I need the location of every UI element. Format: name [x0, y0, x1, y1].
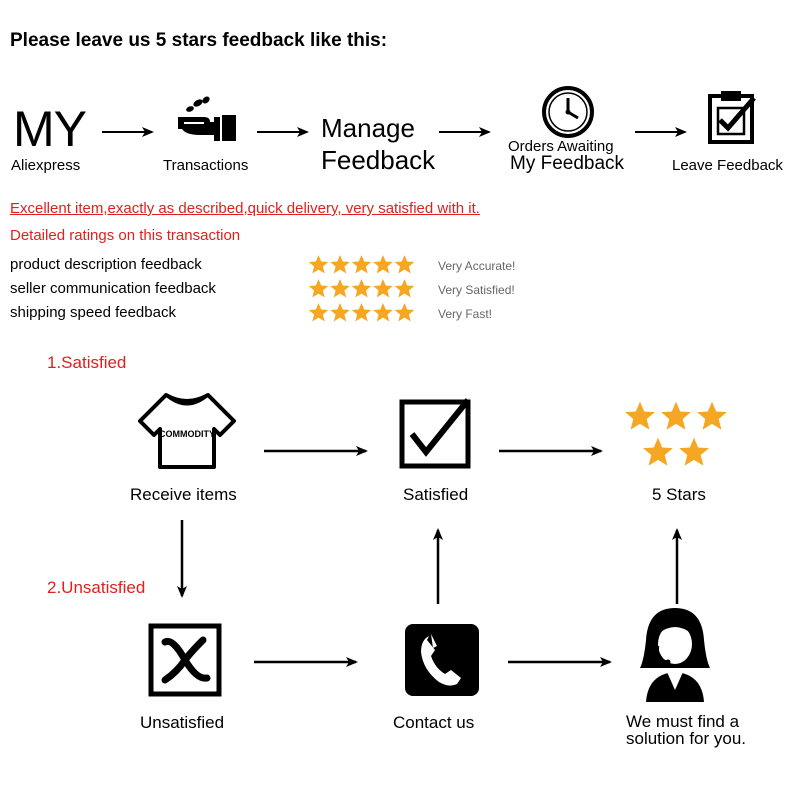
my-logo: MY — [13, 101, 86, 157]
orders-awaiting-label: Orders Awaiting — [508, 138, 614, 155]
satisfied-label: Satisfied — [403, 485, 469, 504]
rating-stars — [308, 254, 418, 276]
star-icon — [309, 255, 329, 273]
rating-stars — [308, 278, 418, 300]
phone-icon — [403, 622, 481, 698]
rating-text: Very Fast! — [438, 307, 493, 321]
five-stars-label: 5 Stars — [652, 485, 706, 504]
star-icon — [352, 255, 372, 273]
rating-stars — [308, 302, 418, 324]
shirt-commodity-icon — [136, 391, 238, 471]
manage-feedback-label-line2: Feedback — [321, 145, 436, 175]
clock-icon — [541, 85, 595, 139]
clipboard-check-icon — [706, 88, 762, 146]
five-stars-icon — [620, 398, 730, 472]
x-box-icon — [147, 622, 223, 698]
star-icon — [352, 279, 372, 297]
arrow-up-icon — [430, 524, 446, 606]
arrow-right-icon — [100, 124, 160, 140]
rating-label: product description feedback — [10, 256, 202, 273]
star-icon — [330, 255, 350, 273]
star-icon — [373, 303, 393, 321]
star-icon — [309, 279, 329, 297]
arrow-right-icon — [506, 654, 616, 670]
feedback-comment: Excellent item,exactly as described,quick delivery, very satisfied with it. — [10, 200, 480, 217]
arrow-right-icon — [497, 443, 607, 459]
my-aliexpress-label: Aliexpress — [11, 157, 81, 174]
commodity-label: COMMODITY — [159, 429, 215, 439]
arrow-down-icon — [174, 518, 190, 602]
receive-items-label: Receive items — [130, 485, 237, 504]
arrow-right-icon — [437, 124, 497, 140]
satisfied-section-title: 1.Satisfied — [47, 353, 127, 372]
arrow-right-icon — [633, 124, 693, 140]
support-agent-icon — [636, 606, 714, 702]
arrow-up-icon — [669, 524, 685, 606]
rating-label: seller communication feedback — [10, 280, 216, 297]
rating-label: shipping speed feedback — [10, 304, 176, 321]
transactions-label: Transactions — [163, 157, 249, 174]
check-box-icon — [398, 396, 478, 470]
star-icon — [395, 279, 415, 297]
star-icon — [373, 255, 393, 273]
arrow-right-icon — [255, 124, 315, 140]
star-icon — [395, 255, 415, 273]
solution-label: We must find a solution for you. — [626, 712, 747, 748]
star-icon — [352, 303, 372, 321]
my-feedback-label: My Feedback — [510, 153, 625, 174]
rating-text: Very Accurate! — [438, 259, 516, 273]
star-icon — [309, 303, 329, 321]
arrow-right-icon — [262, 443, 372, 459]
hand-coins-icon — [176, 95, 238, 143]
leave-feedback-label: Leave Feedback — [672, 157, 783, 174]
star-icon — [373, 279, 393, 297]
page-title: Please leave us 5 stars feedback like this: — [10, 30, 388, 51]
manage-feedback-label-line1: Manage — [321, 113, 415, 143]
contact-us-label: Contact us — [393, 713, 475, 732]
star-icon — [330, 279, 350, 297]
arrow-right-icon — [252, 654, 362, 670]
detailed-ratings-heading: Detailed ratings on this transaction — [10, 227, 241, 244]
unsatisfied-section-title: 2.Unsatisfied — [47, 578, 146, 597]
unsatisfied-label: Unsatisfied — [140, 713, 225, 732]
rating-text: Very Satisfied! — [438, 283, 515, 297]
star-icon — [330, 303, 350, 321]
star-icon — [395, 303, 415, 321]
